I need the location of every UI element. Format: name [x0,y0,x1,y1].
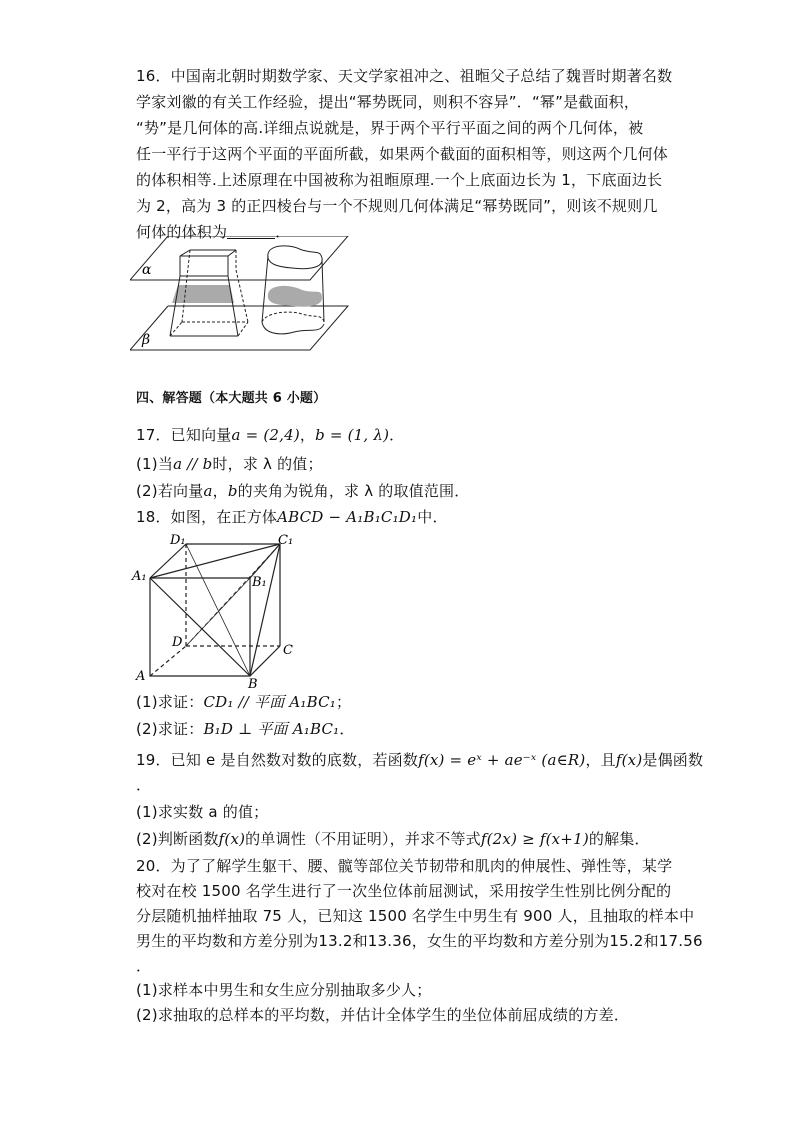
q17-p2-sep: ， [212,482,228,500]
q19-stem-math: f(x) = eˣ + ae⁻ˣ (a∈R) [418,751,586,769]
q19-p2-mid: 的单调性（不用证明），并求不等式 [245,830,481,848]
q19-p2-suffix: 的解集． [588,830,650,848]
q20-part-1: (1)求样本中男生和女生应分别抽取多少人； [136,981,432,999]
q18-p2-math: B₁D ⊥ 平面 A₁BC₁ [203,720,340,738]
q19-stem [136,751,703,769]
section-title: 四、解答题（本大题共 6 小题） [136,391,327,406]
plane-alpha-edge [130,236,348,280]
q19-part-1: (1)求实数 a 的值； [136,803,269,821]
q16-line-6: 为 2，高为 3 的正四棱台与一个不规则几何体满足“幂势既同”，则该不规则几 [136,197,658,215]
q16-end: ． [275,223,291,241]
q17-stem [136,426,404,444]
q16-line-4: 任一平行于这两个平面的平面所截，如果两个截面的面积相等，则这两个几何体 [136,145,669,163]
plane-alpha [130,236,348,285]
label-alpha: α [142,262,152,278]
q18-part-2 [136,720,355,738]
q19-stem-prefix: 19．已知 e 是自然数对数的底数，若函数 [136,751,419,769]
q19-stem-dot: ． [136,776,152,794]
label-B: B [248,677,258,690]
label-C1: C₁ [278,533,294,548]
q19-stem-math2: f(x) [615,751,643,769]
q16-line-7-text: 何体的体积为 [136,223,228,241]
q20-part-2: (2)求抽取的总样本的平均数，并估计全体学生的坐位体前屈成绩的方差． [136,1006,630,1024]
q20-line-3: 分层随机抽样抽取 75 人，已知这 1500 名学生中男生有 900 人，且抽取的样本中 [136,907,695,925]
label-beta: β [142,332,151,348]
label-B1: B₁ [252,575,267,590]
q19-p2-math2: f(2x) ≥ f(x+1) [480,830,589,848]
frustum-cross-section [172,285,234,303]
q18-stem-suffix: 中． [417,508,448,526]
cube-figure [128,530,308,690]
q18-p2-suffix: ． [339,720,355,738]
q18-stem-prefix: 18．如图，在正方体 [136,508,278,526]
irregular-cross-section [268,286,322,307]
q18-p1-suffix: ； [336,693,352,711]
zu-geng-figure [130,236,352,354]
q17-p2-suffix: 的夹角为锐角，求 λ 的取值范围． [237,482,470,500]
q18-p1-math: CD₁ // 平面 A₁BC₁ [203,693,337,711]
q20-line-2: 校对在校 1500 名学生进行了一次坐位体前屈测试，采用按学生性别比例分配的 [136,882,672,900]
q17-p2-math2: b [227,482,238,500]
q18-stem-math: ABCD − A₁B₁C₁D₁ [277,508,418,526]
q16-line-2: 学家刘徽的有关工作经验，提出“幂势既同，则积不容异”．“幂”是截面积， [136,93,640,111]
q19-stem-mid: ，且 [585,751,616,769]
label-D: D [172,635,183,650]
q16-line-5: 的体积相等.上述原理在中国被称为祖暅原理.一个上底面边长为 1，下底面边长 [136,171,663,189]
q18-p1-prefix: (1)求证： [136,693,204,711]
q17-vector-b: b = (1, λ) [315,426,390,444]
q19-stem-suffix: 是偶函数 [642,751,704,769]
q19-p2-prefix: (2)判断函数 [136,830,219,848]
q20-line-5: ． [136,957,152,975]
q19-p2-math: f(x) [218,830,246,848]
q20-line-1: 20．为了了解学生躯干、腰、髋等部位关节韧带和肌肉的伸展性、弹性等，某学 [136,857,673,875]
q17-end: ． [389,426,405,444]
q17-vector-a: a = (2,4) [231,426,300,444]
q20-line-4: 男生的平均数和方差分别为13.2和13.36，女生的平均数和方差分别为15.2和17.56 [136,932,703,950]
q19-part-2 [136,830,650,848]
label-A: A [136,669,146,684]
q17-p1-prefix: (1)当 [136,455,174,473]
q17-p1-math: a // b [173,455,213,473]
q18-stem [136,508,448,526]
q17-part-1 [136,455,323,473]
frustum-shape [170,250,248,336]
q17-p2-math1: a [203,482,213,500]
q18-part-1 [136,693,351,711]
q17-stem-prefix: 17．已知向量 [136,426,232,444]
q17-part-2 [136,482,469,500]
q18-p2-prefix: (2)求证： [136,720,204,738]
q17-p2-prefix: (2)若向量 [136,482,204,500]
label-A1: A₁ [132,569,147,584]
label-C: C [283,643,293,658]
q16-line-3: “势”是几何体的高.详细点说就是，界于两个平行平面之间的两个几何体，被 [136,119,644,137]
q17-p1-suffix: 时，求 λ 的值； [212,455,323,473]
label-D1: D₁ [170,533,186,548]
q17-sep: ， [299,426,316,444]
plane-beta-edge [130,306,348,350]
q16-line-1: 16．中国南北朝时期数学家、天文学家祖冲之、祖暅父子总结了魏晋时期著名数 [136,67,673,85]
irregular-solid-shape [262,246,324,334]
